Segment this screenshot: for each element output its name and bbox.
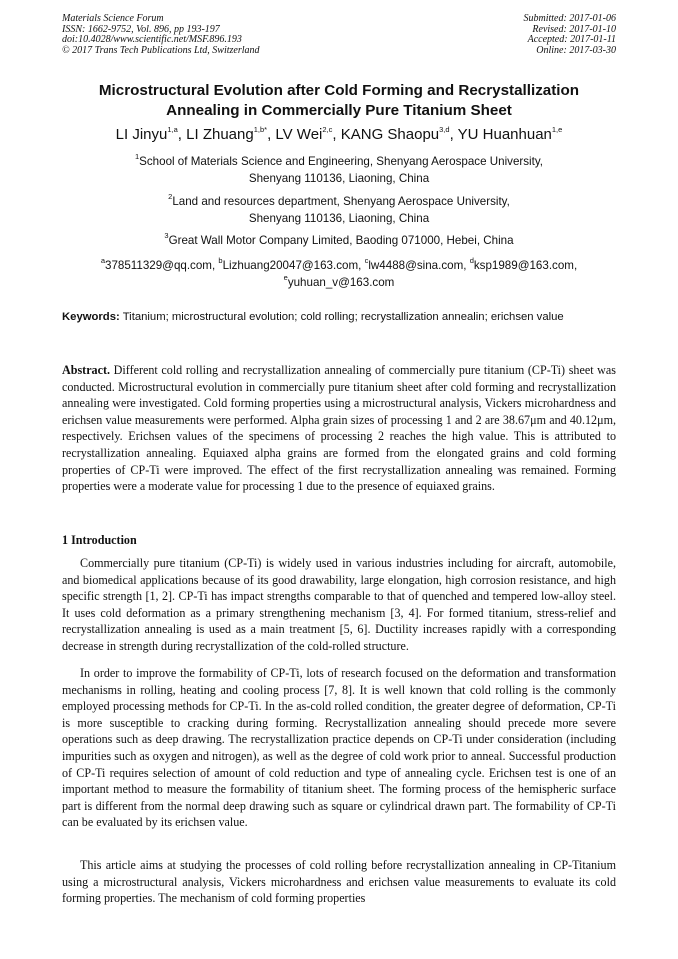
issn: ISSN: 1662-9752, Vol. 896, pp 193-197 [62, 23, 220, 35]
author: KANG Shaopu$^{3,d}$ [340, 125, 450, 143]
keywords [62, 309, 616, 326]
online-date: Online: 2017-03-30 [536, 44, 616, 56]
title-line-1: Microstructural Evolution after Cold Forming and Recrystallization [98, 82, 580, 99]
email-list: $^a$378511329@qq.com, $^b$Lizhuang20047@163.com, $^c$lw4488@sina.com, $^d$ksp1989@163.com, $^e$yuhuan_v@163.com [100, 256, 578, 289]
publication-dates [524, 14, 617, 56]
paragraph: In order to improve the formability of CP-Ti, lots of research focused on the deformation and transformation mechanisms in rolling, heating and cooling process [7, 8]. It is well known that cold rolling is the commonly employed processing methods for CP-Ti. In the as-cold rolled condition, the greater degree of deformation, CP-Ti is more susceptible to cracking during forming. Recrystallization annealing should precede more severe operations such as deep drawing. The recrystallization practice depends on CP-Ti under consideration (including impurities such as oxygen and nitrogen), as well as the degree of cold work prior to anneal. Successful production of CP-Ti requires selection of amount of cold reduction and type of annealing cycle. Erichsen test is one of an important method to measure the formability of titanium sheet. The forming process of the hemispheric surface part is different from the normal deep drawing such as square or cylindrical drawn part. The formability of CP-Ti can be evaluated by its erichsen value. [62, 666, 616, 830]
paragraph: Commercially pure titanium (CP-Ti) is widely used in various industries including for aircraft, automobile, and biomedical applications because of its good drawability, large elongation, high corrosion resistance, and high specific strength [1, 2]. CP-Ti has impact strengths comparable to that of quenched and tempered low-alloy steel. It uses cold deformation as a primary strengthening mechanism [3, 4]. For formed titanium, stress-relief and recrystallization annealing is used as a main treatment [5, 6]. Ductility increases rapidly with a corresponding decrease in strength during recrystallization of the cold-rolled structure. [62, 556, 616, 653]
doi: doi:10.4028/www.scientific.net/MSF.896.193 [62, 34, 242, 45]
affiliation-1: $^1$School of Materials Science and Engineering, Shenyang Aerospace University, Shenyang 110136, Liaoning, China [134, 152, 544, 185]
affiliation-2: $^2$Land and resources department, Shenyang Aerospace University, Shenyang 110136, Liaoning, China [168, 192, 510, 225]
abstract [62, 362, 616, 495]
email-e: yuhuan_v@163.com [287, 276, 395, 289]
abstract-text: Different cold rolling and recrystallization annealing of commercially pure titanium (CP-Ti) sheet was conducted. Microstructural evolution in commercially pure titanium sheet after cold forming and recrystallization annealing were investigated. Cold forming properties using a microstructural analysis, Vickers microhardness and erichsen value measurements were performed. Alpha grain sizes of processing 1 and 2 are 38.67μm and 40.12μm, respectively. Erichsen values of the specimens of processing 2 reaches the high value. This is attributed to recrystallization annealing. Equiaxed alpha grains are formed from the elongated grains and cold forming properties of CP-Ti were improved. The effect of the first recrystallization annealing was remained. Forming properties were a moderate value for processing 1 due to the presence of equiaxed grains. [62, 363, 616, 494]
journal-name: Materials Science Forum [62, 13, 164, 24]
author-list: LI Jinyu$^{1,a}$, LI Zhuang$^{1,b*}$, LV Wei$^{2,c}$, KANG Shaopu$^{3,d}$, YU Huanhuan$^{1,e}$ [115, 125, 563, 143]
author: LI Jinyu$^{1,a}$ [115, 125, 178, 143]
author: LV Wei$^{2,c}$ [275, 125, 333, 143]
copyright: © 2017 Trans Tech Publications Ltd, Switzerland [62, 44, 260, 56]
accepted-date: Accepted: 2017-01-11 [527, 34, 616, 45]
journal-info [62, 14, 260, 56]
keywords-label: Keywords: [62, 311, 120, 323]
author: LI Zhuang$^{1,b*}$ [186, 125, 268, 143]
affiliation-3: $^3$Great Wall Motor Company Limited, Baoding 071000, Hebei, China [164, 231, 514, 247]
paper-title [40, 81, 638, 120]
abstract-label: Abstract. [62, 363, 111, 377]
email-d: ksp1989@163.com, [473, 259, 578, 272]
section-heading: 1 Introduction [62, 533, 137, 547]
submitted-date: Submitted: 2017-01-06 [523, 13, 616, 24]
title-line-2: Annealing in Commercially Pure Titanium Sheet [166, 101, 512, 119]
email-b: Lizhuang20047@163.com, [222, 259, 362, 272]
email-c: lw4488@sina.com, [368, 259, 467, 272]
revised-date: Revised: 2017-01-10 [532, 23, 616, 35]
author: YU Huanhuan$^{1,e}$ [457, 125, 563, 143]
keywords-text: Titanium; microstructural evolution; cold rolling; recrystallization annealin; erichsen value [122, 311, 564, 323]
paragraph: This article aims at studying the processes of cold rolling before recrystallization annealing in CP-Titanium using a microstructural analysis, Vickers microhardness and erichsen value measurements to evaluate its cold forming properties. The mechanism of cold forming properties [62, 858, 616, 906]
email-a: 378511329@qq.com, [105, 259, 216, 272]
